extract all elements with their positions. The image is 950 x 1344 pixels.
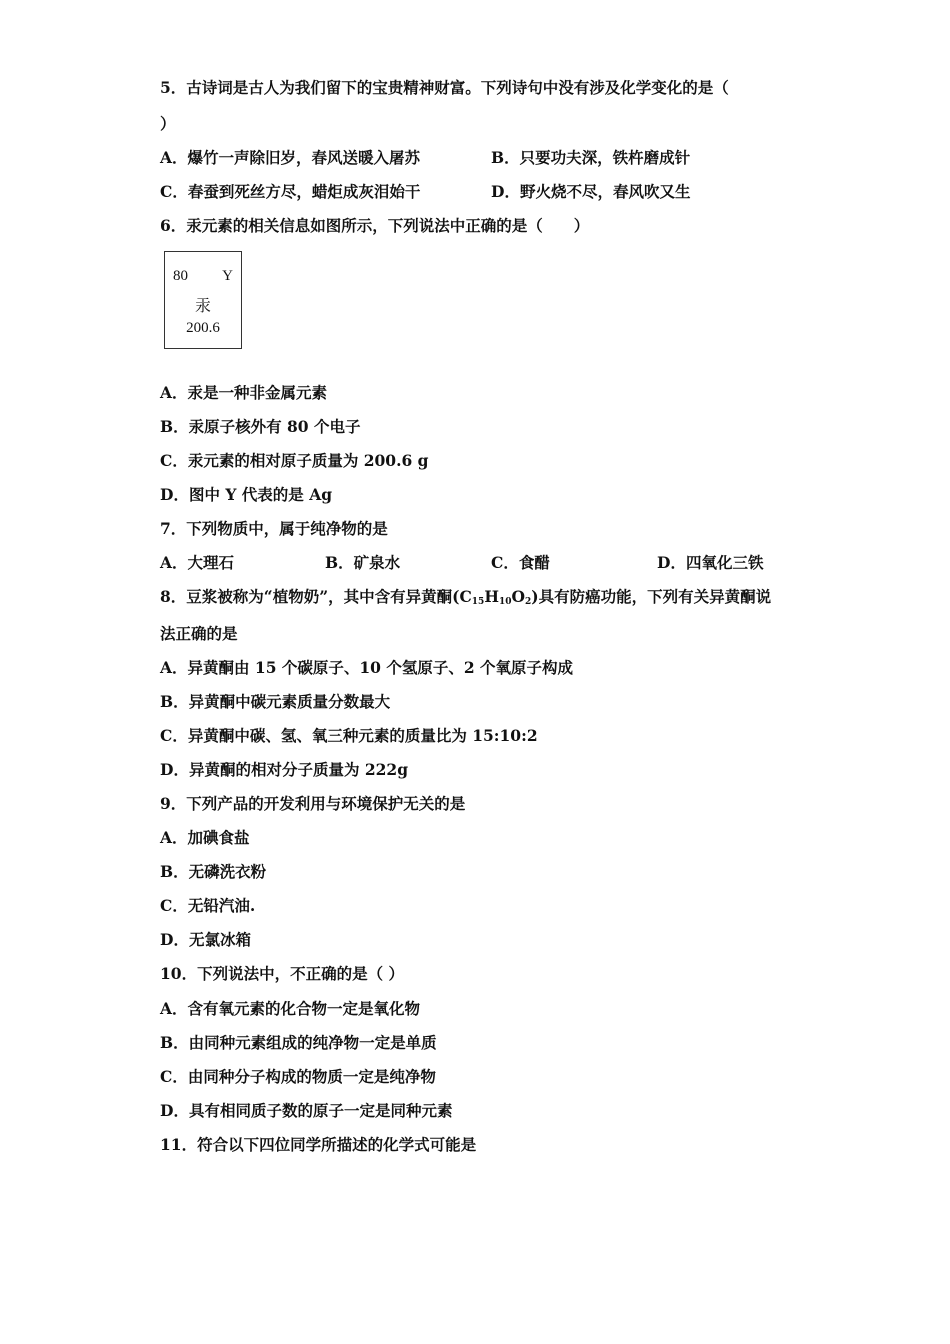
q9-option-a: A．加碘食盐 — [160, 828, 250, 847]
q8-hydrogen: H — [484, 587, 499, 606]
q7-option-d: D．四氧化三铁 — [657, 553, 764, 572]
q8-stem-suffix: )具有防癌功能，下列有关异黄酮说 — [531, 587, 772, 606]
q10-option-b: B．由同种元素组成的纯净物一定是单质 — [160, 1033, 437, 1052]
element-symbol: Y — [222, 268, 233, 284]
element-atomic-number: 80 — [173, 268, 188, 284]
q11-stem: 11．符合以下四位同学所描述的化学式可能是 — [160, 1135, 477, 1154]
q9-stem: 9．下列产品的开发利用与环境保护无关的是 — [160, 794, 466, 813]
q10-option-d: D．具有相同质子数的原子一定是同种元素 — [160, 1101, 453, 1120]
q8-option-c: C．异黄酮中碳、氢、氧三种元素的质量比为 15:10:2 — [160, 726, 538, 745]
q8-option-a: A．异黄酮由 15 个碳原子、10 个氢原子、2 个氧原子构成 — [160, 658, 574, 677]
q7-stem: 7．下列物质中，属于纯净物的是 — [160, 519, 388, 538]
q5-option-b: B．只要功夫深，铁杵磨成针 — [491, 148, 691, 167]
q9-option-c: C．无铅汽油. — [160, 896, 256, 915]
q8-stem-prefix: 8．豆浆被称为“植物奶”，其中含有异黄酮(C — [160, 587, 472, 606]
q8-stem-line2: 法正确的是 — [160, 624, 238, 643]
q7-option-c: C．食醋 — [491, 553, 550, 572]
q5-stem-close: ） — [160, 114, 176, 133]
q8-option-b: B．异黄酮中碳元素质量分数最大 — [160, 692, 391, 711]
element-name: 汞 — [194, 298, 211, 315]
q8-oxygen: O — [511, 587, 526, 606]
q6-option-a: A．汞是一种非金属元素 — [160, 383, 328, 402]
q7-option-b: B．矿泉水 — [325, 553, 401, 572]
element-atomic-mass: 200.6 — [186, 320, 220, 336]
q10-option-a: A．含有氧元素的化合物一定是氧化物 — [160, 999, 421, 1018]
q6-option-b: B．汞原子核外有 80 个电子 — [160, 417, 361, 436]
q8-hydrogen-subscript: 10 — [498, 597, 512, 607]
q8-stem — [160, 587, 771, 612]
q7-option-a: A．大理石 — [160, 553, 235, 572]
q5-option-d: D．野火烧不尽，春风吹又生 — [491, 182, 691, 201]
q6-option-c: C．汞元素的相对原子质量为 200.6 g — [160, 451, 429, 470]
q6-stem: 6．汞元素的相关信息如图所示，下列说法中正确的是（ ） — [160, 216, 590, 235]
q9-option-b: B．无磷洗衣粉 — [160, 862, 267, 881]
q5-option-a: A．爆竹一声除旧岁，春风送暖入屠苏 — [160, 148, 421, 167]
q8-oxygen-subscript: 2 — [525, 597, 532, 607]
q5-stem: 5．古诗词是古人为我们留下的宝贵精神财富。下列诗句中没有涉及化学变化的是（ — [160, 78, 729, 97]
q6-option-d: D．图中 Y 代表的是 Ag — [160, 485, 333, 504]
q5-option-c: C．春蚕到死丝方尽，蜡炬成灰泪始干 — [160, 182, 421, 201]
q8-option-d: D．异黄酮的相对分子质量为 222g — [160, 760, 409, 779]
q8-carbon-subscript: 15 — [471, 597, 485, 607]
periodic-element-card — [164, 251, 242, 349]
q10-option-c: C．由同种分子构成的物质一定是纯净物 — [160, 1067, 436, 1086]
q10-stem: 10．下列说法中，不正确的是（ ） — [160, 964, 404, 983]
q9-option-d: D．无氯冰箱 — [160, 930, 251, 949]
